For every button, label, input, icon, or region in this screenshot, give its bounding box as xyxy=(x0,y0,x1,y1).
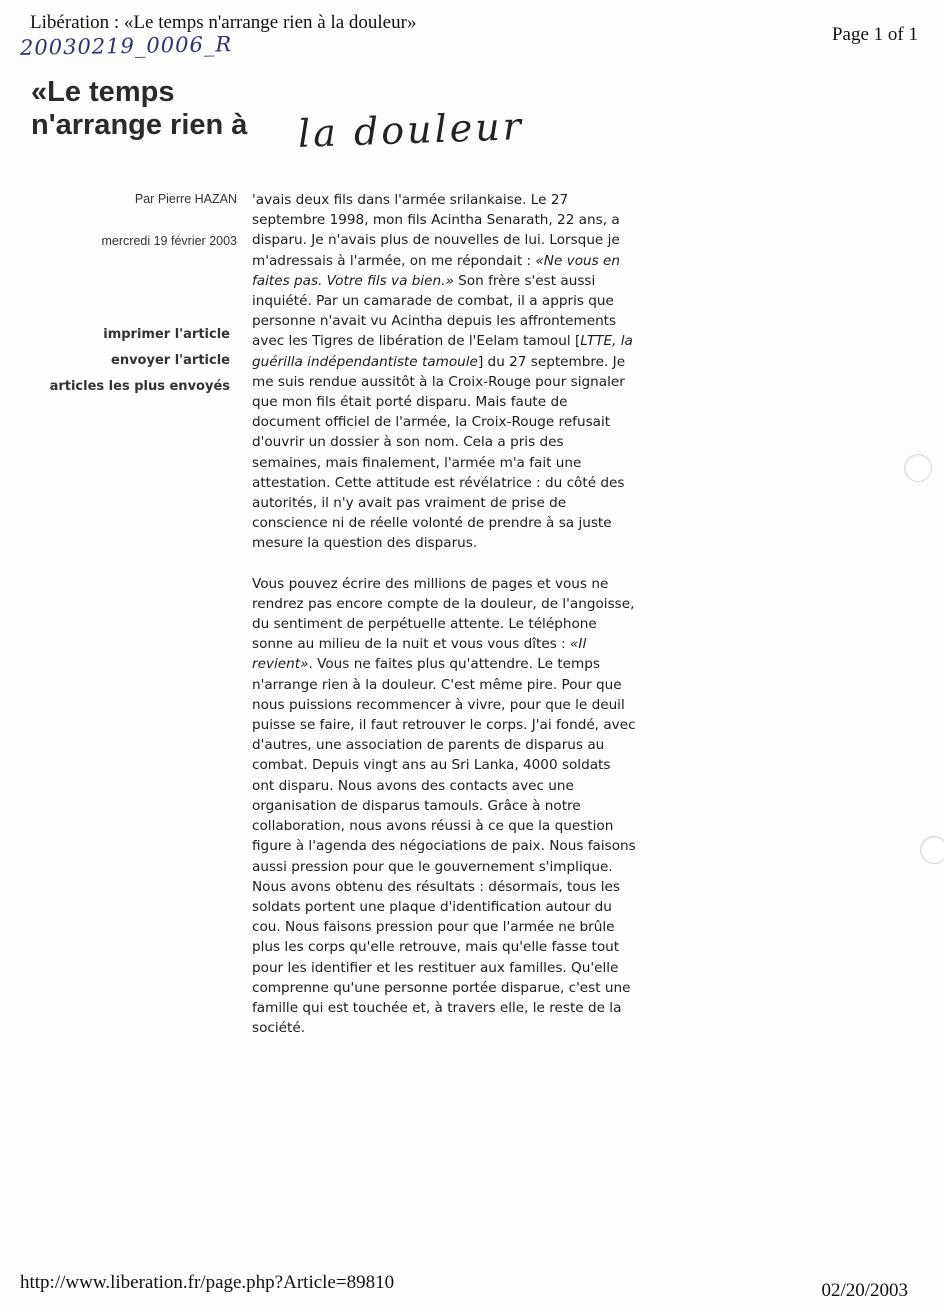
article-paragraph xyxy=(252,574,637,1039)
article-url: http://www.liberation.fr/page.php?Article=89810 xyxy=(20,1272,395,1293)
most-sent-articles-link[interactable]: articles les plus envoyés xyxy=(49,379,230,394)
article-date: mercredi 19 février 2003 xyxy=(101,234,237,248)
article-headline xyxy=(31,76,247,142)
print-date: 02/20/2003 xyxy=(821,1280,908,1301)
quote-text: «Il revient» xyxy=(252,636,587,673)
paragraph-text: 'avais deux fils dans l'armée srilankaise. Le 27 septembre 1998, mon fils Acintha Senarath, 22 ans, a disparu. Je n'avais plus de nouvelles de lui. Lorsque je m'adressais à l'armée, on me répondait : xyxy=(252,192,620,269)
handwritten-headline-completion: la douleur xyxy=(297,104,525,156)
handwritten-archive-code: 20030219_0006_R xyxy=(19,32,233,60)
quote-text: «Ne vous en faites pas. Votre fils va bien.» xyxy=(252,252,621,289)
article-actions xyxy=(20,322,230,400)
paragraph-text: . Vous ne faites plus qu'attendre. Le temps n'arrange rien à la douleur. C'est même pire. Pour que nous puissions recommencer à vivre, pour que le deuil puisse se faire, il faut retrouver le corps. J'ai fondé, avec d'autres, une association de parents de disparus au combat. Depuis vingt ans au Sri Lanka, 4000 soldats ont disparu. Nous avons des contacts avec une organisation de disparus tamouls. Grâce à notre collaboration, nous avons réussi à ce que la question figure à l'agenda des négociations de paix. Nous faisons aussi pression pour que le gouvernement s'implique. Nous avons obtenu des résultats : désormais, tous les soldats portent une plaque d'identification autour du cou. Nous faisons pression pour que l'armée ne brûle plus les corps qu'elle retrouve, mais qu'elle fasse tout pour les identifier et les restituer aux familles. Qu'elle comprenne qu'une personne portée disparue, c'est une famille qui est touchée et, à travers elle, le reste de la société. xyxy=(252,656,636,1037)
article-body xyxy=(252,190,637,1058)
page-number: Page 1 of 1 xyxy=(831,24,918,45)
headline-line-1: «Le temps xyxy=(31,76,175,108)
binder-punch-hole xyxy=(904,454,932,482)
send-article-link[interactable]: envoyer l'article xyxy=(111,353,230,368)
print-article-link[interactable]: imprimer l'article xyxy=(103,327,230,342)
print-footer xyxy=(20,1272,908,1301)
article-author: Par Pierre HAZAN xyxy=(134,192,237,206)
quote-text: LTTE, la guérilla indépendantiste tamoule xyxy=(252,333,633,370)
paragraph-text: Son frère s'est aussi inquiété. Par un camarade de combat, il a appris que personne n'avait vu Acintha depuis les affrontements avec les Tigres de libération de l'Eelam tamoul [ xyxy=(252,272,617,350)
binder-punch-hole xyxy=(920,836,944,864)
print-header-title: Libération : «Le temps n'arrange rien à la douleur» xyxy=(30,12,417,33)
article-paragraph xyxy=(252,190,637,554)
paragraph-text: Vous pouvez écrire des millions de pages et vous ne rendrez pas encore compte de la douleur, de l'angoisse, du sentiment de perpétuelle attente. Le téléphone sonne au milieu de la nuit et vous vous dîtes : xyxy=(252,575,635,653)
headline-line-2: n'arrange rien à xyxy=(31,109,248,141)
paragraph-text: ] du 27 septembre. Je me suis rendue aussitôt à la Croix-Rouge pour signaler que mon fils était porté disparu. Mais faute de document officiel de l'armée, la Croix-Rouge refusait d'ouvrir un dossier à son nom. Cela a pris des semaines, mais finalement, l'armée m'a fait une attestation. Cette attitude est révélatrice : du côté des autorités, il n'y avait pas vraiment de prise de conscience ni de réelle volonté de prendre à sa juste mesure la question des disparus. xyxy=(252,353,626,552)
